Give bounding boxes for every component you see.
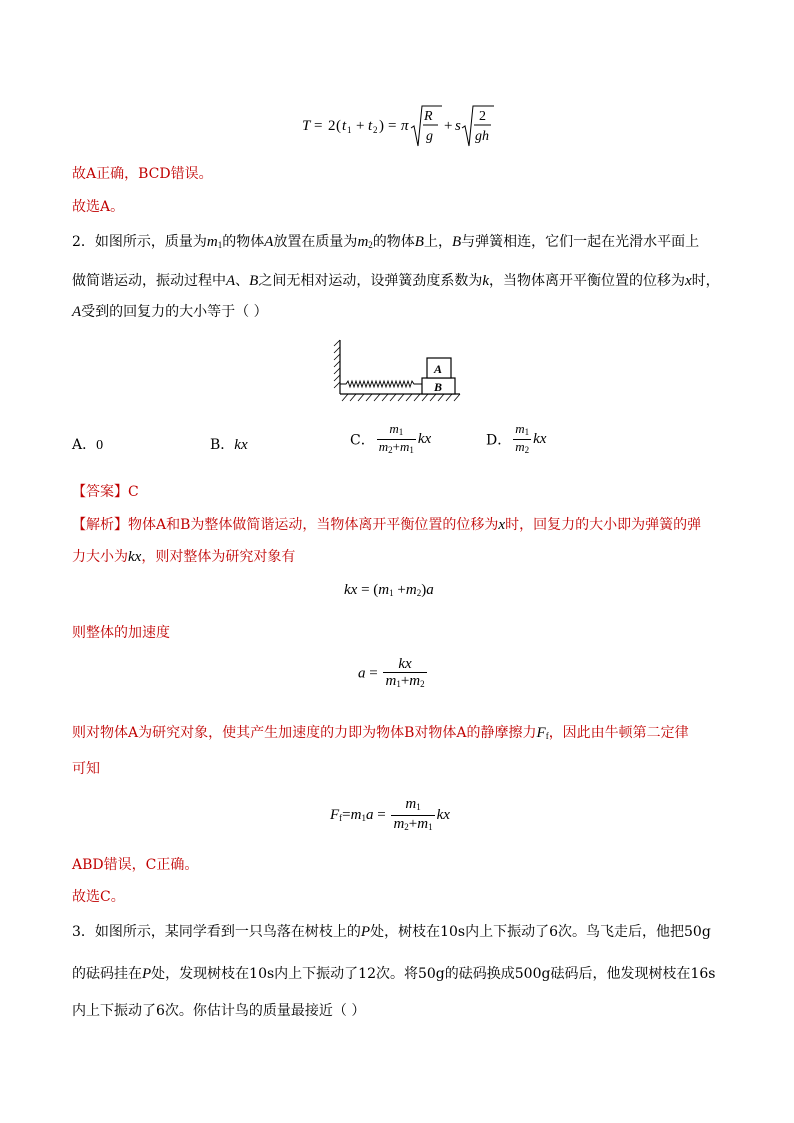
- q2-number: 2．: [72, 234, 95, 250]
- q2-answer: [72, 482, 139, 502]
- analysis-text: ，则对整体为研究对象有: [141, 549, 296, 565]
- formula-pi: π: [401, 118, 409, 134]
- q3-line2: [72, 964, 715, 984]
- q2-stem-line2: [72, 271, 720, 291]
- formula-two: 2: [328, 118, 336, 134]
- answer-value: C: [128, 484, 139, 500]
- sol1-choice: 故选A。: [72, 199, 125, 215]
- sym-P: P: [360, 924, 371, 940]
- block-b-label: B: [434, 380, 443, 394]
- sol1-conclusion: 故A正确，BCD错误。: [72, 166, 213, 182]
- sym-k: k: [482, 273, 490, 289]
- option-a-label: A．: [72, 437, 97, 453]
- q2-stem-line1: [72, 232, 699, 255]
- sym-P: P: [142, 966, 152, 982]
- formula-g: g: [426, 129, 433, 144]
- analysis-text: 时，回复力的大小即为弹簧的弹: [505, 517, 702, 533]
- sym-B: B: [249, 273, 259, 289]
- analysis-text: ，因此由牛顿第二定律: [548, 725, 689, 741]
- formula-2: 2: [479, 109, 486, 124]
- q2-text: 时，: [691, 273, 720, 289]
- option-b-label: B．: [210, 437, 235, 453]
- option-b[interactable]: [210, 434, 248, 454]
- formula-t1-sub: 1: [347, 125, 352, 135]
- formula-lp: (: [336, 118, 341, 134]
- q2-analysis-line1: [72, 515, 701, 535]
- formula-s: s: [455, 118, 461, 134]
- sym-x: x: [498, 517, 506, 533]
- option-c-fraction: $\frac{m_1}{m_2+m_1}$: [378, 421, 414, 455]
- formula-t2: t: [368, 118, 373, 134]
- q2-accel-text: 则整体的加速度: [72, 625, 170, 641]
- option-c[interactable]: [350, 422, 431, 457]
- formula-t1: t: [342, 118, 347, 134]
- equation-friction: $F_f=m_1a$ = $\frac{m_1}{m_2+m_1}$ kx: [330, 796, 450, 835]
- q3-number: 3．: [72, 924, 95, 940]
- analysis-tag: 【解析】: [72, 517, 128, 533]
- q2-choice: 故选C。: [72, 889, 125, 905]
- sym-Ff: $F_f$: [536, 725, 549, 741]
- q2-text: 上，: [423, 234, 452, 250]
- answer-tag: 【答案】: [72, 484, 128, 500]
- equation-accel: a = $\frac{kx}{m_1+m_2}$: [358, 656, 429, 692]
- formula-plus2: +: [444, 118, 453, 134]
- q2-text: 做简谐运动，振动过程中: [72, 273, 226, 289]
- period-formula-svg: [302, 102, 502, 150]
- q3-text: 处，树枝在10s内上下振动了6次。鸟飞走后，他把: [370, 924, 684, 940]
- q2-text: 的物体: [222, 234, 265, 250]
- q2-text: 之间无相对运动，设弹簧劲度系数为: [258, 273, 483, 289]
- q2-text: 与弹簧相连，它们一起在光滑水平面上: [461, 234, 700, 250]
- equation-kx: kx = $(m_1 +m_2)a$: [344, 582, 434, 598]
- sym-B: B: [414, 234, 424, 250]
- q3-text: 处，发现树枝在10s内上下振动了12次。将50g的砝码换成500g砝码后，他发现树枝在16s: [151, 966, 716, 982]
- q2-conclusion: ABD错误，C正确。: [72, 857, 199, 873]
- q2-static-line1: [72, 723, 689, 746]
- formula-t2-sub: 2: [373, 125, 378, 135]
- q2-text: 受到的回复力的大小等于（ ）: [81, 304, 268, 320]
- q2-text: ，当物体离开平衡位置的位移为: [489, 273, 686, 289]
- formula-rp: ): [379, 118, 384, 134]
- option-d-label: D．: [486, 432, 512, 449]
- analysis-text: 力大小为: [72, 549, 128, 565]
- sym-m2: $m_2$: [357, 234, 373, 250]
- option-d-fraction: $\frac{m_1}{m_2}$: [515, 421, 530, 455]
- q3-line1: [72, 922, 711, 942]
- q2-analysis-line2: [72, 547, 295, 567]
- block-a-label: A: [434, 362, 443, 376]
- option-b-value: kx: [234, 437, 248, 453]
- sym-A: A: [226, 273, 236, 289]
- q2-static-line2: 可知: [72, 761, 100, 777]
- formula-T: T: [302, 118, 311, 134]
- friction-fraction: $\frac{m_1}{m_2+m_1}$: [393, 796, 433, 832]
- option-c-label: C．: [350, 432, 375, 449]
- sym-x: x: [685, 273, 692, 289]
- period-formula: [302, 102, 502, 150]
- sym-kx: kx: [128, 549, 142, 565]
- q2-text: 如图所示，质量为: [94, 234, 207, 250]
- option-a[interactable]: [72, 434, 103, 454]
- spring: [340, 381, 422, 387]
- q2-stem-line3: [72, 302, 268, 322]
- accel-fraction: $\frac{kx}{m_1+m_2}$: [385, 656, 425, 689]
- q3-text: 50g: [684, 924, 711, 940]
- ground-hatching: [342, 394, 460, 401]
- q2-text: 的物体: [372, 234, 415, 250]
- spring-block-figure: [330, 336, 464, 408]
- q3-text: 如图所示，某同学看到一只鸟落在树枝上的: [94, 924, 361, 940]
- option-a-value: 0: [96, 438, 104, 453]
- q3-line3: 内上下振动了6次。你估计鸟的质量最接近（ ）: [72, 1003, 366, 1019]
- q3-text: 的砝码挂在: [72, 966, 142, 982]
- formula-R: R: [424, 109, 433, 124]
- analysis-text: 则对物体A为研究对象，使其产生加速度的力即为物体B对物体A的静摩擦力: [72, 725, 537, 741]
- option-d[interactable]: [486, 422, 546, 457]
- formula-gh: gh: [475, 129, 489, 144]
- sym-B: B: [451, 234, 462, 250]
- sym-m1: $m_1$: [206, 234, 223, 250]
- sym-A: A: [72, 304, 82, 320]
- wall-hatching: [334, 340, 340, 388]
- sym-A: A: [264, 234, 274, 250]
- q2-text: 、: [235, 273, 250, 289]
- analysis-text: 物体A和B为整体做简谐运动，当物体离开平衡位置的位移为: [128, 517, 499, 533]
- q2-text: 放置在质量为: [273, 234, 358, 250]
- formula-eq1: =: [314, 118, 323, 134]
- option-d-kx: kx: [533, 431, 547, 447]
- formula-plus1: +: [356, 118, 365, 134]
- option-c-kx: kx: [417, 431, 432, 447]
- formula-eq2: =: [388, 118, 397, 134]
